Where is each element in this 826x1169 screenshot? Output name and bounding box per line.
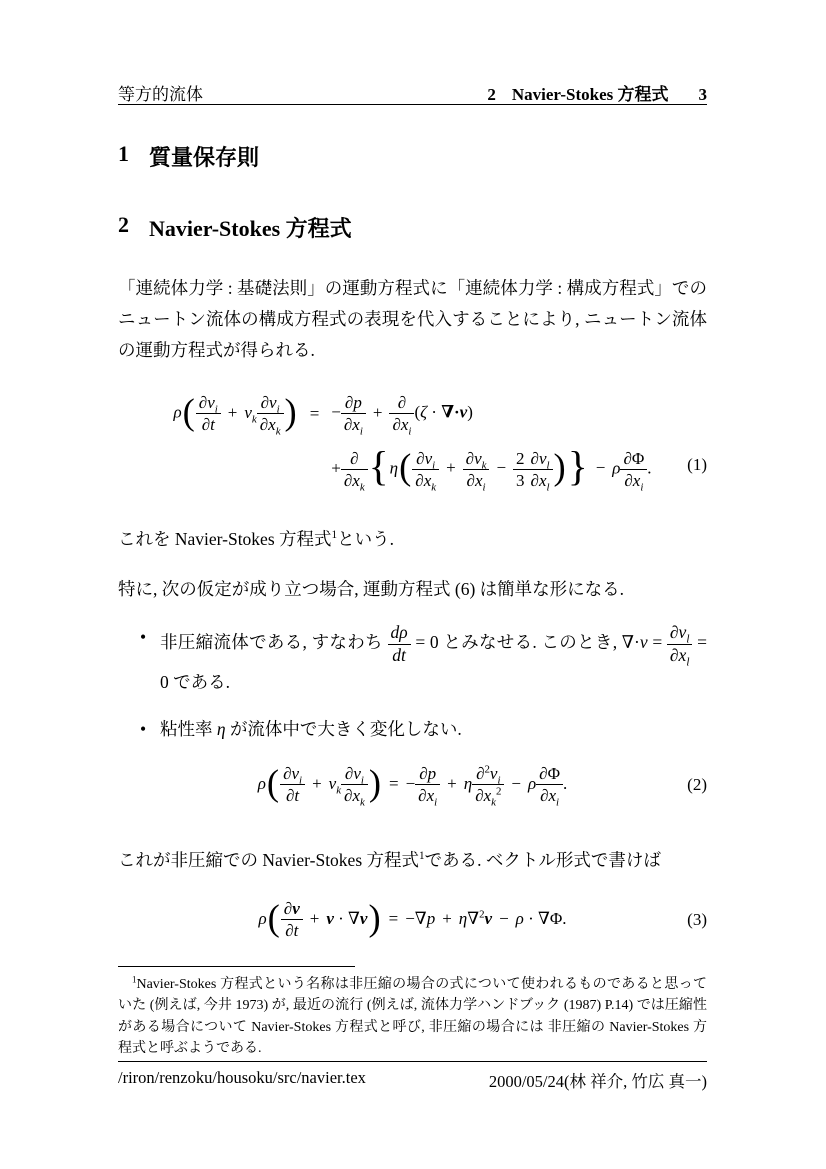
equation-2 — [118, 763, 707, 807]
intro-paragraph: 「連続体力学 : 基礎法則」の運動方程式に「連続体力学 : 構成方程式」でのニュートン流体の構成方程式の表現を代入することにより, ニュートン流体の運動方程式が得られる. — [118, 278, 707, 360]
equation-1-lhs: ρ( $\frac{\partial v_i}{\partial t}$ + $v_k$ $\frac{\partial v_i}{\partial x_k}$ ) — [173, 390, 297, 438]
header-section-title: Navier-Stokes 方程式 — [511, 85, 669, 104]
list-item — [118, 622, 707, 698]
page-footer — [118, 1068, 707, 1092]
section-2-title: Navier-Stokes 方程式 — [149, 216, 352, 241]
equation-1-rhs-line2: + ∂ $\partial x_k$ {η( $\frac{\partial v_i}{\partial x_k}$ + $\frac{\partial v_k}{\partial x_i}$ − $\frac{2}{3}$ $\frac{\partial v_l}{\partial x_l}$ )} − ρ $\frac{\partial\Phi}{\partial x_i}$ . — [331, 444, 652, 494]
equation-3 — [118, 898, 707, 942]
section-2-heading — [118, 212, 707, 243]
paragraph-after-eq1: これを Navier-Stokes 方程式$^1$という. — [118, 529, 394, 549]
section-1-number: 1 — [118, 141, 129, 166]
list-item-text: 粘性率 η が流体中で大きく変化しない. — [160, 718, 462, 739]
paragraph-assumptions: 特に, 次の仮定が成り立つ場合, 運動方程式 (6) は簡単な形になる. — [118, 579, 625, 599]
equation-3-label: (3) — [687, 909, 707, 929]
header-right — [487, 80, 707, 105]
bullet-icon: • — [140, 718, 147, 739]
header-rule — [118, 104, 707, 105]
footnote-text: $^1$Navier-Stokes 方程式という名称は非圧縮の場合の式について使われるものであると思っていた (例えば, 今井 1973) が, 最近の流行 (例えば, 流体力学ハンドブック (1987) P.14) では圧縮性がある場合について Navier-Stokes 方程式と呼び, 非圧縮の場合には 非圧縮の Navier-Stokes 方程式と呼ぶようである. — [118, 974, 707, 1057]
equation-1-label: (1) — [687, 455, 707, 474]
footnote-rule — [118, 966, 355, 967]
section-1-heading — [118, 141, 707, 172]
list-item-text: 非圧縮流体である, すなわち $\frac{d\rho}{dt}$ = 0 とみなせる. このとき, ∇·v = $\frac{\partial v_l}{\partial x_l}$ = 0 である. — [160, 622, 707, 692]
equation-2-label: (2) — [687, 774, 707, 794]
equation-1 — [118, 390, 707, 494]
footer-rule — [118, 1061, 707, 1062]
header-section-number: 2 — [487, 85, 496, 104]
equation-1-array — [118, 390, 707, 494]
running-header — [118, 80, 707, 105]
section-2-number: 2 — [118, 212, 129, 237]
header-left-title: 等方的流体 — [118, 85, 203, 104]
footer-file-path: /riron/renzoku/housoku/src/navier.tex — [118, 1068, 366, 1087]
assumption-list — [118, 622, 707, 761]
equation-3-body: ρ( $\frac{\partial v}{\partial t}$ + v · ∇v) = −∇p + η∇$^2$v − ρ · ∇Φ. — [258, 896, 567, 941]
paragraph-after-eq2: これが非圧縮での Navier-Stokes 方程式$^1$である. ベクトル形式で書けば — [118, 850, 661, 870]
equation-2-body: ρ( $\frac{\partial v_i}{\partial t}$ + $v_k$ $\frac{\partial v_i}{\partial x_k}$ ) = − $\frac{\partial p}{\partial x_i}$ + η $\frac{\partial^2v_i}{\partial x_k^2}$ − ρ $\frac{\partial\Phi}{\partial x_i}$ . — [257, 761, 568, 809]
equation-1-rhs-line1: − $\frac{\partial p}{\partial x_i}$ + ∂ $\partial x_i$ (ζ · ∇·v) — [331, 393, 473, 438]
header-page-number: 3 — [698, 85, 707, 104]
equation-1-relation: = — [309, 403, 320, 423]
bullet-icon: • — [140, 627, 147, 647]
section-1-title: 質量保存則 — [149, 145, 260, 170]
footer-date-authors: 2000/05/24(林 祥介, 竹広 真一) — [488, 1072, 707, 1091]
list-item — [118, 714, 707, 745]
